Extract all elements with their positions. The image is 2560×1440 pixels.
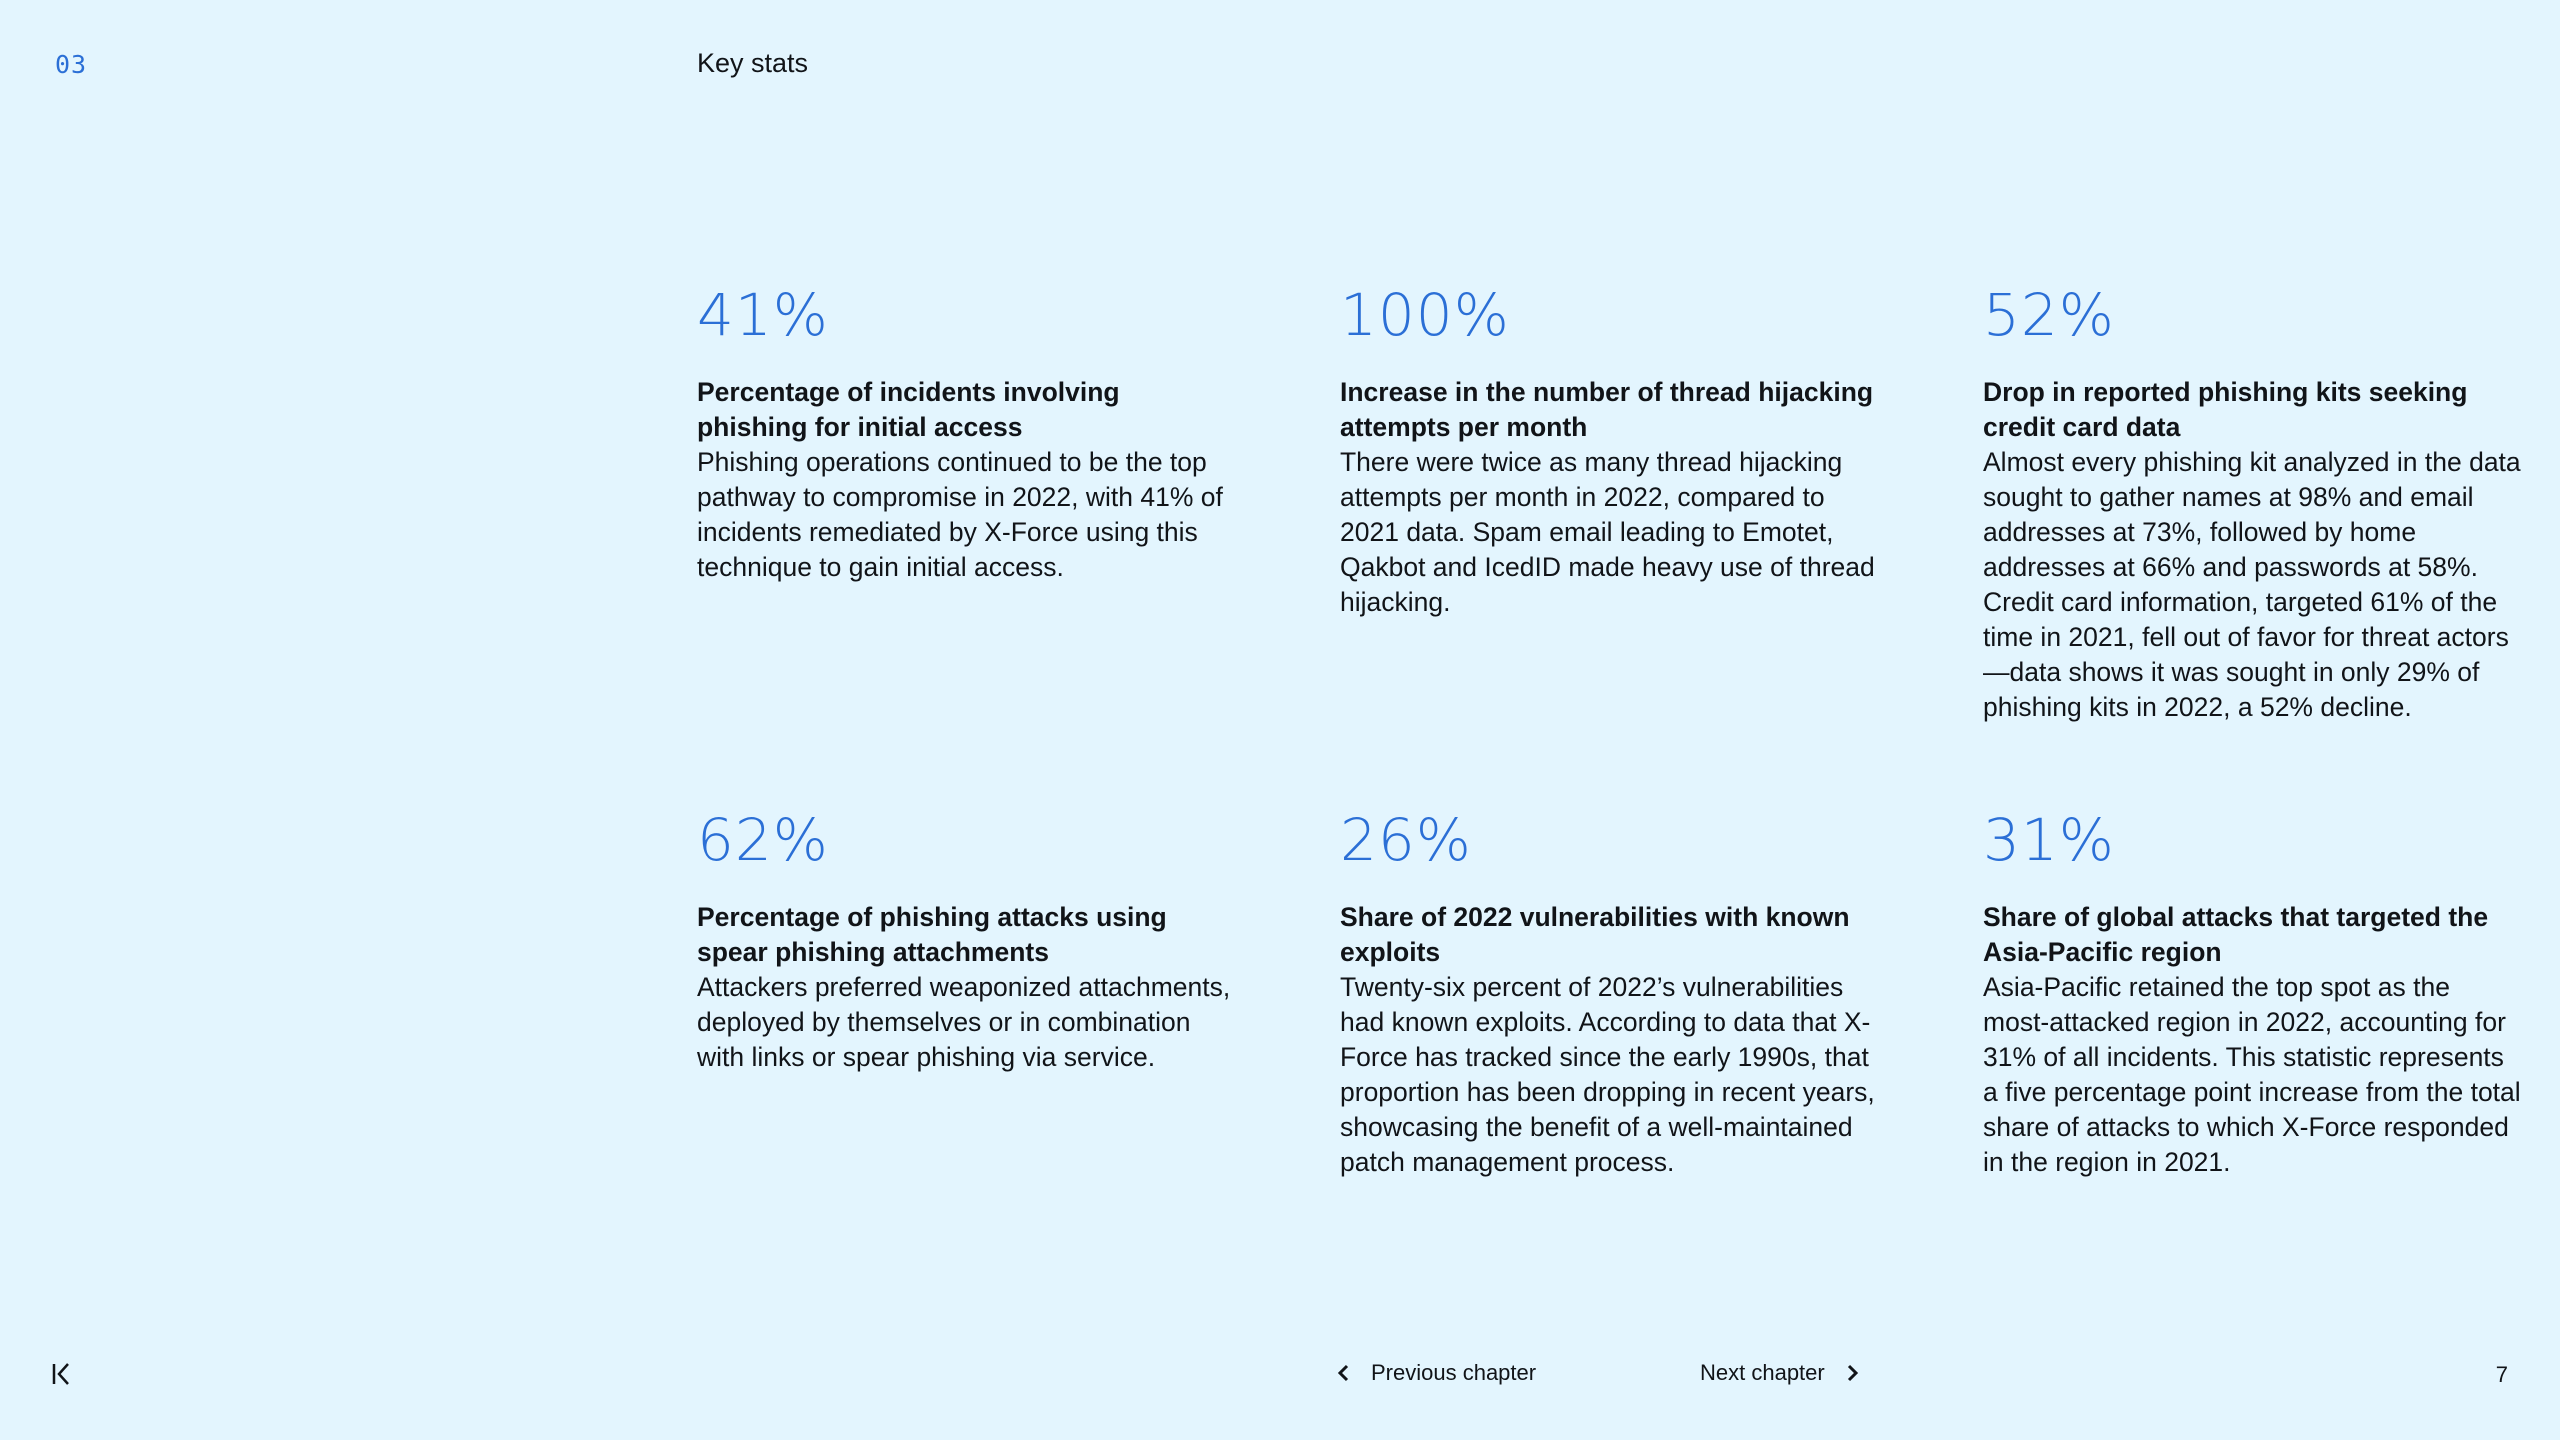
page-number: 7 bbox=[2495, 1362, 2508, 1387]
first-page-icon[interactable] bbox=[50, 1360, 74, 1388]
stat-body: Almost every phishing kit analyzed in the data sought to gather names at 98% and email addresses at 73%, followed by home addresses at 66% and passwords at 58%. Credit card information, targeted 61% of the time in 2021, fell out of favor for threat actors—data shows it was sought in only 29% of phishing kits in 2022, a 52% decline. bbox=[1983, 447, 2521, 722]
chapter-title: Key stats bbox=[697, 48, 809, 78]
stat-asia-pacific bbox=[1983, 800, 2523, 1220]
previous-chapter-label: Previous chapter bbox=[1371, 1360, 1537, 1385]
stat-body: Twenty-six percent of 2022’s vulnerabilities had known exploits. According to data that X-Force has tracked since the early 1990s, that proportion has been dropping in recent years, showcasing the benefit of a well-maintained patch management process. bbox=[1340, 972, 1875, 1177]
stat-heading: Percentage of phishing attacks using spear phishing attachments bbox=[697, 902, 1167, 967]
stat-spear-phishing-attachments bbox=[697, 800, 1237, 1220]
stat-thread-hijacking bbox=[1340, 275, 1880, 800]
stat-body: Attackers preferred weaponized attachments, deployed by themselves or in combination with links or spear phishing via service. bbox=[697, 972, 1231, 1072]
stat-heading: Percentage of incidents involving phishing for initial access bbox=[697, 377, 1120, 442]
next-chapter-button[interactable] bbox=[1700, 1360, 1861, 1386]
stat-value: 26% bbox=[1340, 806, 1472, 874]
stat-body: Phishing operations continued to be the top pathway to compromise in 2022, with 41% of incidents remediated by X-Force using this technique to gain initial access. bbox=[697, 447, 1223, 582]
stat-heading: Increase in the number of thread hijacking attempts per month bbox=[1340, 377, 1874, 442]
stat-value: 62% bbox=[697, 806, 829, 874]
stat-value: 100% bbox=[1340, 281, 1510, 349]
chapter-number: 03 bbox=[55, 50, 88, 79]
stat-body: There were twice as many thread hijacking attempts per month in 2022, compared to 2021 data. Spam email leading to Emotet, Qakbot and IcedID made heavy use of thread hijacking. bbox=[1340, 447, 1875, 617]
stat-body: Asia-Pacific retained the top spot as the most-attacked region in 2022, accounting for 31% of all incidents. This statistic represents a five percentage point increase from the total share of attacks to which X-Force responded in the region in 2021. bbox=[1983, 972, 2521, 1177]
chevron-left-icon bbox=[1335, 1361, 1353, 1385]
stat-heading: Drop in reported phishing kits seeking credit card data bbox=[1983, 377, 2468, 442]
stat-phishing-kits-credit-card bbox=[1983, 275, 2523, 800]
next-chapter-label: Next chapter bbox=[1700, 1360, 1825, 1385]
stat-known-exploits bbox=[1340, 800, 1880, 1220]
previous-chapter-button[interactable] bbox=[1335, 1360, 1536, 1386]
key-stats-grid bbox=[697, 275, 2537, 1220]
chevron-right-icon bbox=[1843, 1361, 1861, 1385]
stat-phishing-initial-access bbox=[697, 275, 1237, 800]
stat-value: 31% bbox=[1983, 806, 2115, 874]
stat-heading: Share of global attacks that targeted the Asia-Pacific region bbox=[1983, 902, 2489, 967]
stat-value: 41% bbox=[697, 281, 829, 349]
stat-value: 52% bbox=[1983, 281, 2115, 349]
stat-heading: Share of 2022 vulnerabilities with known exploits bbox=[1340, 902, 1850, 967]
